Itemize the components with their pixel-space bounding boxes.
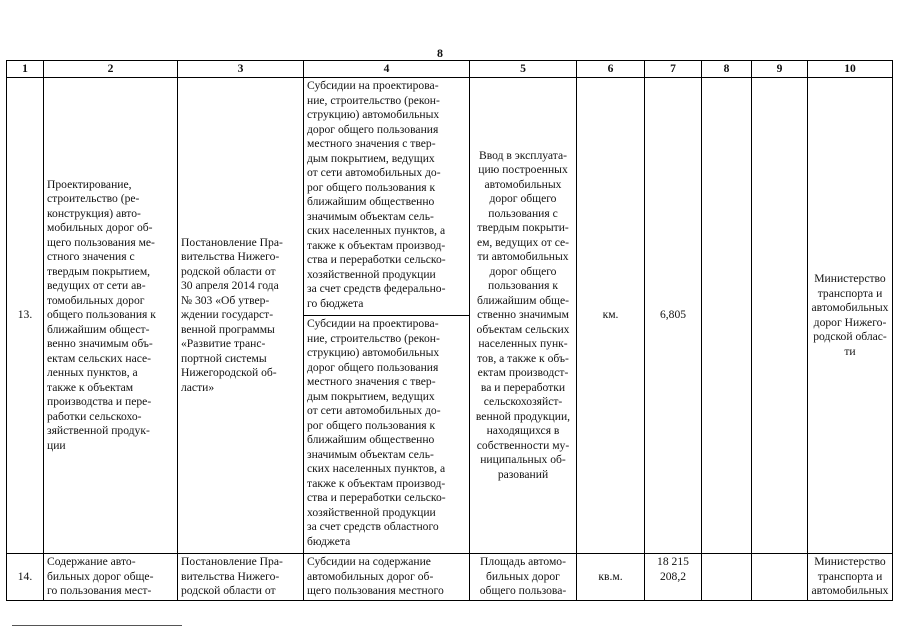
measure-federal-cell: Субсидии на проектирова- ние, строительство (рекон- струкцию) автомобильных дорог общего пользования местного значения с твер- дым покрытием, ведущих от сети автомобильных до- рог общего пользования к ближайшим общественно значимым объектам сель- ских населенных пунктов, а также к объектам производ- ства и переработки сельско- хозяйственной продукции за счет средств федерально- го бюджета [304, 78, 470, 316]
col9-cell [752, 78, 808, 554]
basis-cell: Постановление Пра- вительства Нижего- родской области от 30 апреля 2014 года № 303 «Об утвер- ждении государст- венной программы «Развитие транс- портной системы Нижегородской об- ласти» [178, 78, 304, 554]
object-cell: Проектирование, строительство (ре- конструкция) авто- мобильных дорог об- щего пользования ме- стного значения с твердым покрытием, ведущих от сети ав- томобильных дорог общего пользования к ближайшим общест- венно значимым объ- ектам сельских насе- ленных пунктов, а также к объектам производства и пере- работки сельскохо- зяйственной продук- ции [44, 78, 178, 554]
indicator-cell: Площадь автомо- бильных дорог общего пользова- [470, 554, 577, 601]
row-number: 14. [7, 554, 44, 601]
column-number-row [7, 61, 893, 78]
page-number: 8 [437, 46, 443, 60]
table-row [7, 554, 893, 601]
col-header-10: 10 [808, 61, 893, 78]
object-cell: Содержание авто- бильных дорог обще- го пользования мест- [44, 554, 178, 601]
basis-cell: Постановление Пра- вительства Нижего- родской области от [178, 554, 304, 601]
unit-cell: кв.м. [577, 554, 645, 601]
col-header-8: 8 [702, 61, 752, 78]
col-header-2: 2 [44, 61, 178, 78]
page-edge-line [12, 625, 182, 626]
executor-cell: Министерство транспорта и автомобильных дорог Нижего- родской облас- ти [808, 78, 893, 554]
col-header-3: 3 [178, 61, 304, 78]
col-header-6: 6 [577, 61, 645, 78]
col8-cell [702, 78, 752, 554]
program-table [6, 60, 893, 601]
col-header-4: 4 [304, 61, 470, 78]
row-number: 13. [7, 78, 44, 554]
measure-regional-cell: Субсидии на проектирова- ние, строительство (рекон- струкцию) автомобильных дорог общего пользования местного значения с твер- дым покрытием, ведущих от сети автомобильных до- рог общего пользования к ближайшим общественно значимым объектам сель- ских населенных пунктов, а также к объектам производ- ства и переработки сельско- хозяйственной продукции за счет средств областного бюджета [304, 316, 470, 554]
executor-cell: Министерство транспорта и автомобильных [808, 554, 893, 601]
unit-cell: км. [577, 78, 645, 554]
col8-cell [702, 554, 752, 601]
col9-cell [752, 554, 808, 601]
table-row [7, 78, 893, 316]
col-header-5: 5 [470, 61, 577, 78]
indicator-cell: Ввод в эксплуата- цию построенных автомобильных дорог общего пользования с твердым покрыти- ем, ведущих от се- ти автомобильных дорог общего пользования к ближайшим обще- ственно значимым объектам сельских населенных пунк- тов, а также к объ- ектам производст- ва и переработки сельскохозяйст- венной продукции, находящихся в собственности му- ниципальных об- разований [470, 78, 577, 554]
col-header-9: 9 [752, 61, 808, 78]
col-header-1: 1 [7, 61, 44, 78]
value-cell: 18 215 208,2 [645, 554, 702, 601]
measure-cell: Субсидии на содержание автомобильных дорог об- щего пользования местного [304, 554, 470, 601]
col-header-7: 7 [645, 61, 702, 78]
value-cell: 6,805 [645, 78, 702, 554]
